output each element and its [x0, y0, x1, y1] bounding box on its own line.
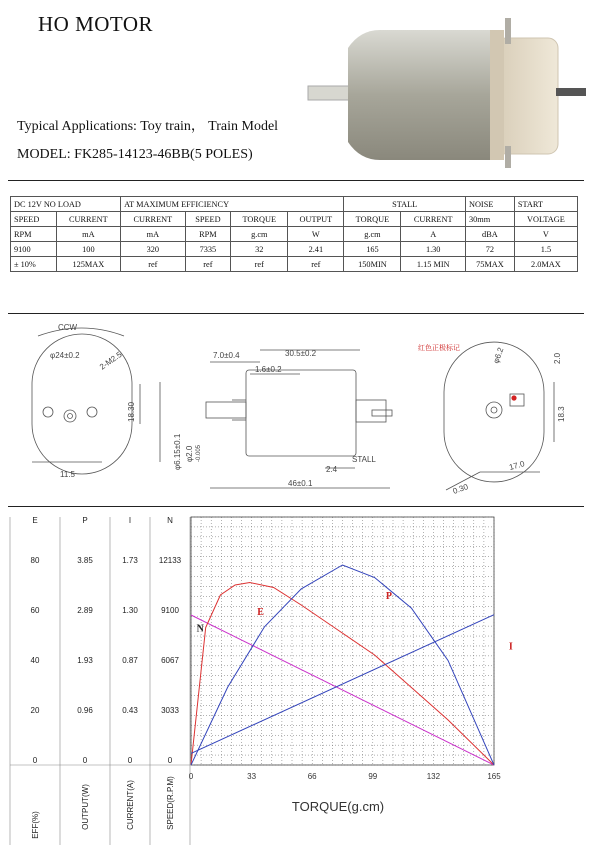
spec-cell: 1.5 [514, 242, 577, 257]
performance-table [10, 516, 190, 845]
spec-cell: ref [185, 257, 231, 272]
x-tick-label: 99 [368, 772, 378, 781]
dim-shaft-dia2: φ2.0 [185, 445, 194, 462]
spec-cell: 72 [465, 242, 514, 257]
spec-cell: ref [288, 257, 344, 272]
spec-unit-row [11, 227, 578, 242]
spec-header-row [11, 212, 578, 227]
axis-title-eff: EFF(%) [31, 811, 40, 839]
spec-cell: VOLTAGE [514, 212, 577, 227]
dim-shaft-dia: φ6.15±0.1 [173, 433, 182, 470]
spec-cell: ± 10% [11, 257, 57, 272]
dim-right-width: 17.0 [508, 459, 526, 472]
spec-cell: mA [121, 227, 185, 242]
dim-right-height: 18.3 [557, 406, 566, 422]
tick-i: 1.73 [122, 556, 138, 565]
tick-n: 6067 [161, 656, 179, 665]
spec-cell: 7335 [185, 242, 231, 257]
spec-cell: 165 [344, 242, 401, 257]
axis-title-speed: SPEED(R.P.M) [166, 776, 175, 830]
tick-n: 0 [167, 756, 173, 765]
x-axis-title: TORQUE(g.cm) [291, 799, 385, 814]
axis-title-current: CURRENT(A) [126, 780, 135, 830]
spec-cell: RPM [185, 227, 231, 242]
tick-e: 60 [30, 606, 40, 615]
model-text: MODEL: FK285-14123-46BB(5 POLES) [17, 147, 253, 162]
spec-cell: 2.41 [288, 242, 344, 257]
dimension-drawing [10, 322, 582, 502]
tick-e: 0 [32, 756, 38, 765]
spec-cell: 2.0MAX [514, 257, 577, 272]
dim-right-top: 2.0 [553, 352, 562, 364]
group-start: START [514, 197, 577, 212]
section-divider [8, 313, 584, 314]
section-divider [8, 180, 584, 181]
spec-cell: A [401, 227, 465, 242]
spec-cell: 150MIN [344, 257, 401, 272]
plot-grid [191, 517, 494, 765]
page-title: HO MOTOR [38, 12, 154, 36]
ccw-label: CCW [58, 323, 78, 332]
row-label-i: I [128, 516, 132, 525]
tick-n: 12133 [158, 556, 182, 565]
applications-text: Typical Applications: Toy train， Train Model [17, 119, 279, 134]
spec-cell: CURRENT [121, 212, 185, 227]
row-label-e: E [32, 516, 38, 525]
spec-cell: CURRENT [401, 212, 465, 227]
tick-i: 0.87 [122, 656, 138, 665]
spec-cell: ref [231, 257, 288, 272]
dim-boss-length: 1.6±0.2 [255, 365, 282, 374]
spec-cell: ref [121, 257, 185, 272]
spec-cell: 100 [56, 242, 120, 257]
spec-cell: TORQUE [231, 212, 288, 227]
group-no-load: DC 12V NO LOAD [11, 197, 121, 212]
spec-cell: dBA [465, 227, 514, 242]
x-tick-label: 165 [487, 772, 501, 781]
tick-p: 3.85 [77, 556, 93, 565]
spec-group-row [11, 197, 578, 212]
spec-value-row [11, 242, 578, 257]
spec-cell: SPEED [11, 212, 57, 227]
dim-shaft-length: 7.0±0.4 [213, 351, 240, 360]
plot-x-ticks [189, 772, 501, 781]
spec-cell: SPEED [185, 212, 231, 227]
dim-height-left: 18.30 [127, 401, 136, 422]
spec-cell: 75MAX [465, 257, 514, 272]
tick-n: 3033 [161, 706, 179, 715]
tick-p: 2.89 [77, 606, 93, 615]
dim-term-dia: φ6.2 [491, 346, 506, 365]
spec-cell: g.cm [344, 227, 401, 242]
spec-cell: V [514, 227, 577, 242]
spec-cell: CURRENT [56, 212, 120, 227]
spec-cell: 9100 [11, 242, 57, 257]
tick-n: 9100 [161, 606, 179, 615]
series-label-p: P [385, 590, 392, 602]
tick-e: 80 [30, 556, 40, 565]
series-label-n: N [196, 623, 204, 635]
x-tick-label: 33 [247, 772, 257, 781]
section-divider [8, 506, 584, 507]
spec-cell: OUTPUT [288, 212, 344, 227]
tick-e: 20 [30, 706, 40, 715]
tick-e: 40 [30, 656, 40, 665]
spec-cell: 30mm [465, 212, 514, 227]
performance-chart [8, 515, 592, 845]
dim-body-length: 30.5±0.2 [285, 349, 317, 358]
spec-cell: g.cm [231, 227, 288, 242]
spec-cell: 125MAX [56, 257, 120, 272]
spec-cell: 32 [231, 242, 288, 257]
group-stall: STALL [344, 197, 466, 212]
red-mark-note: 红色正极标记 [418, 345, 460, 352]
series-line-i [191, 615, 494, 754]
spec-cell: 1.15 MIN [401, 257, 465, 272]
spec-cell: 1.30 [401, 242, 465, 257]
spec-cell: 320 [121, 242, 185, 257]
axis-title-output: OUTPUT(W) [81, 784, 90, 830]
tick-i: 0.43 [122, 706, 138, 715]
spec-tolerance-row [11, 257, 578, 272]
dim-total-length: 46±0.1 [288, 479, 313, 488]
spec-cell: TORQUE [344, 212, 401, 227]
red-marker-dot [511, 395, 516, 400]
tick-i: 1.30 [122, 606, 138, 615]
spec-table [10, 196, 578, 272]
dim-shaft-tol: -0.005 [196, 444, 202, 462]
motor-photo [300, 8, 590, 173]
spec-cell: W [288, 227, 344, 242]
x-tick-label: 66 [307, 772, 317, 781]
dim-hole: 2-M2.5 [97, 349, 124, 372]
x-tick-label: 132 [426, 772, 441, 781]
dim-term-width: 2.4 [326, 465, 338, 474]
series-label-i: I [508, 641, 513, 653]
x-tick-label: 0 [188, 772, 194, 781]
tick-p: 0.96 [77, 706, 93, 715]
dim-right-thickness: 0.30 [451, 482, 470, 496]
group-max-eff: AT MAXIMUM EFFICIENCY [121, 197, 344, 212]
stall-label: STALL [352, 455, 376, 464]
row-label-p: P [82, 516, 88, 525]
tick-p: 1.93 [77, 656, 93, 665]
row-label-n: N [167, 516, 173, 525]
dim-width-left: 11.5 [60, 470, 75, 479]
group-noise: NOISE [465, 197, 514, 212]
tick-i: 0 [127, 756, 133, 765]
dim-diameter: φ24±0.2 [50, 351, 80, 360]
tick-p: 0 [82, 756, 88, 765]
spec-cell: mA [56, 227, 120, 242]
series-label-e: E [257, 607, 264, 618]
spec-cell: RPM [11, 227, 57, 242]
